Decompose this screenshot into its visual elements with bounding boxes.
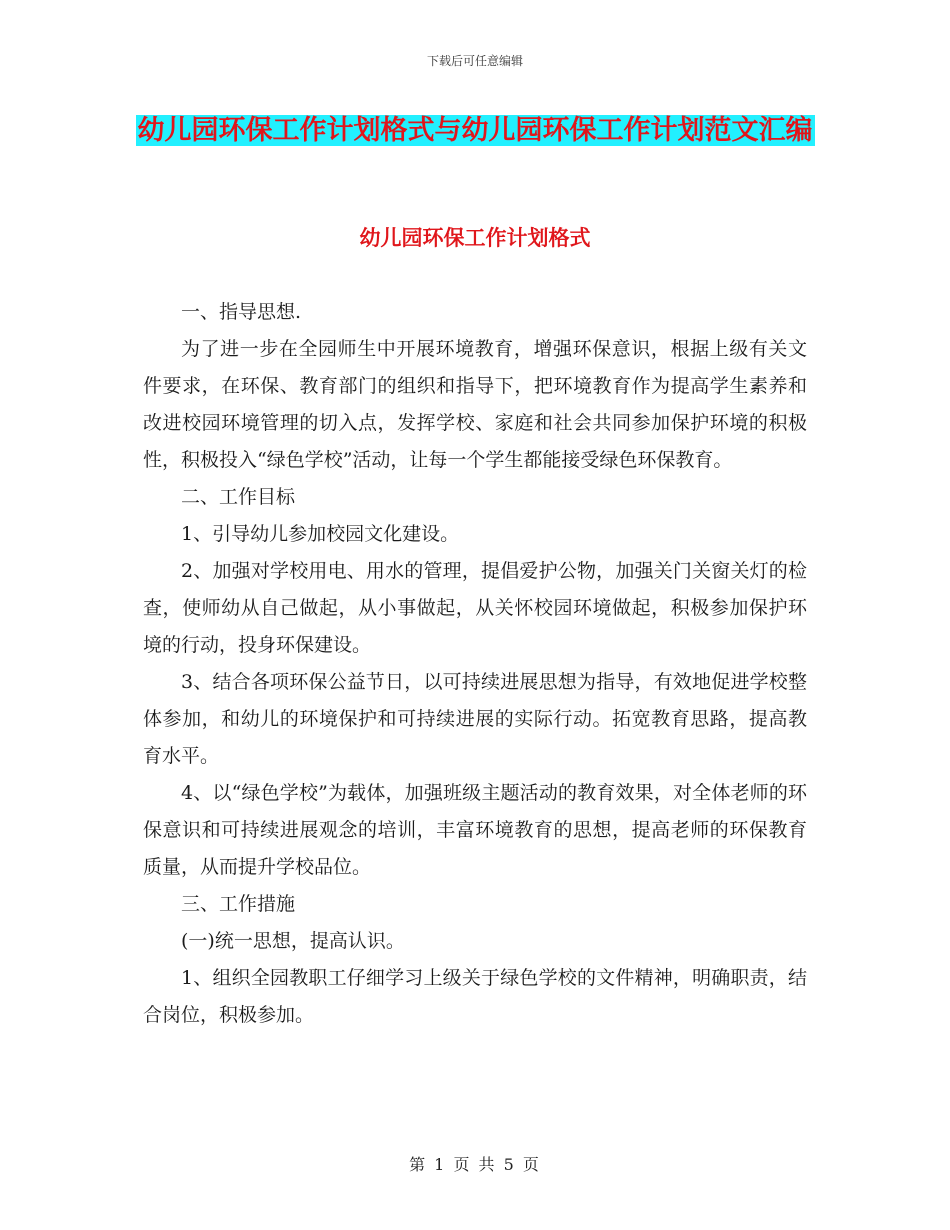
paragraph: 2、加强对学校用电、用水的管理，提倡爱护公物，加强关门关窗关灯的检查，使师幼从自己做起，从小事做起，从关怀校园环境做起，积极参加保护环境的行动，投身环保建设。	[143, 560, 807, 656]
document-title	[130, 110, 820, 152]
document-body	[143, 294, 807, 1034]
document-title-text: 幼儿园环保工作计划格式与幼儿园环保工作计划范文汇编	[137, 115, 813, 146]
paragraph: 1、引导幼儿参加校园文化建设。	[181, 523, 460, 545]
paragraph: 1、组织全园教职工仔细学习上级关于绿色学校的文件精神，明确职责，结合岗位，积极参加。	[143, 967, 807, 1026]
page-header-note: 下载后可任意编辑	[426, 54, 523, 68]
paragraph: 三、工作措施	[181, 893, 296, 915]
paragraph: 4、以“绿色学校”为载体，加强班级主题活动的教育效果，对全体老师的环保意识和可持续进展观念的培训，丰富环境教育的思想，提高老师的环保教育质量，从而提升学校品位。	[143, 782, 807, 878]
paragraph: 3、结合各项环保公益节日，以可持续进展思想为指导，有效地促进学校整体参加，和幼儿的环境保护和可持续进展的实际行动。拓宽教育思路，提高教育水平。	[143, 671, 807, 767]
paragraph: 一、指导思想.	[181, 301, 302, 323]
paragraph: 二、工作目标	[181, 486, 296, 508]
section-title: 幼儿园环保工作计划格式	[359, 226, 591, 250]
page-number: 第 1 页 共 5 页	[409, 1155, 541, 1174]
paragraph: 为了进一步在全园师生中开展环境教育，增强环保意识，根据上级有关文件要求，在环保、教育部门的组织和指导下，把环境教育作为提高学生素养和改进校园环境管理的切入点，发挥学校、家庭和社会共同参加保护环境的积极性，积极投入“绿色学校”活动，让每一个学生都能接受绿色环保教育。	[143, 338, 807, 471]
paragraph: (一)统一思想，提高认识。	[181, 930, 405, 952]
